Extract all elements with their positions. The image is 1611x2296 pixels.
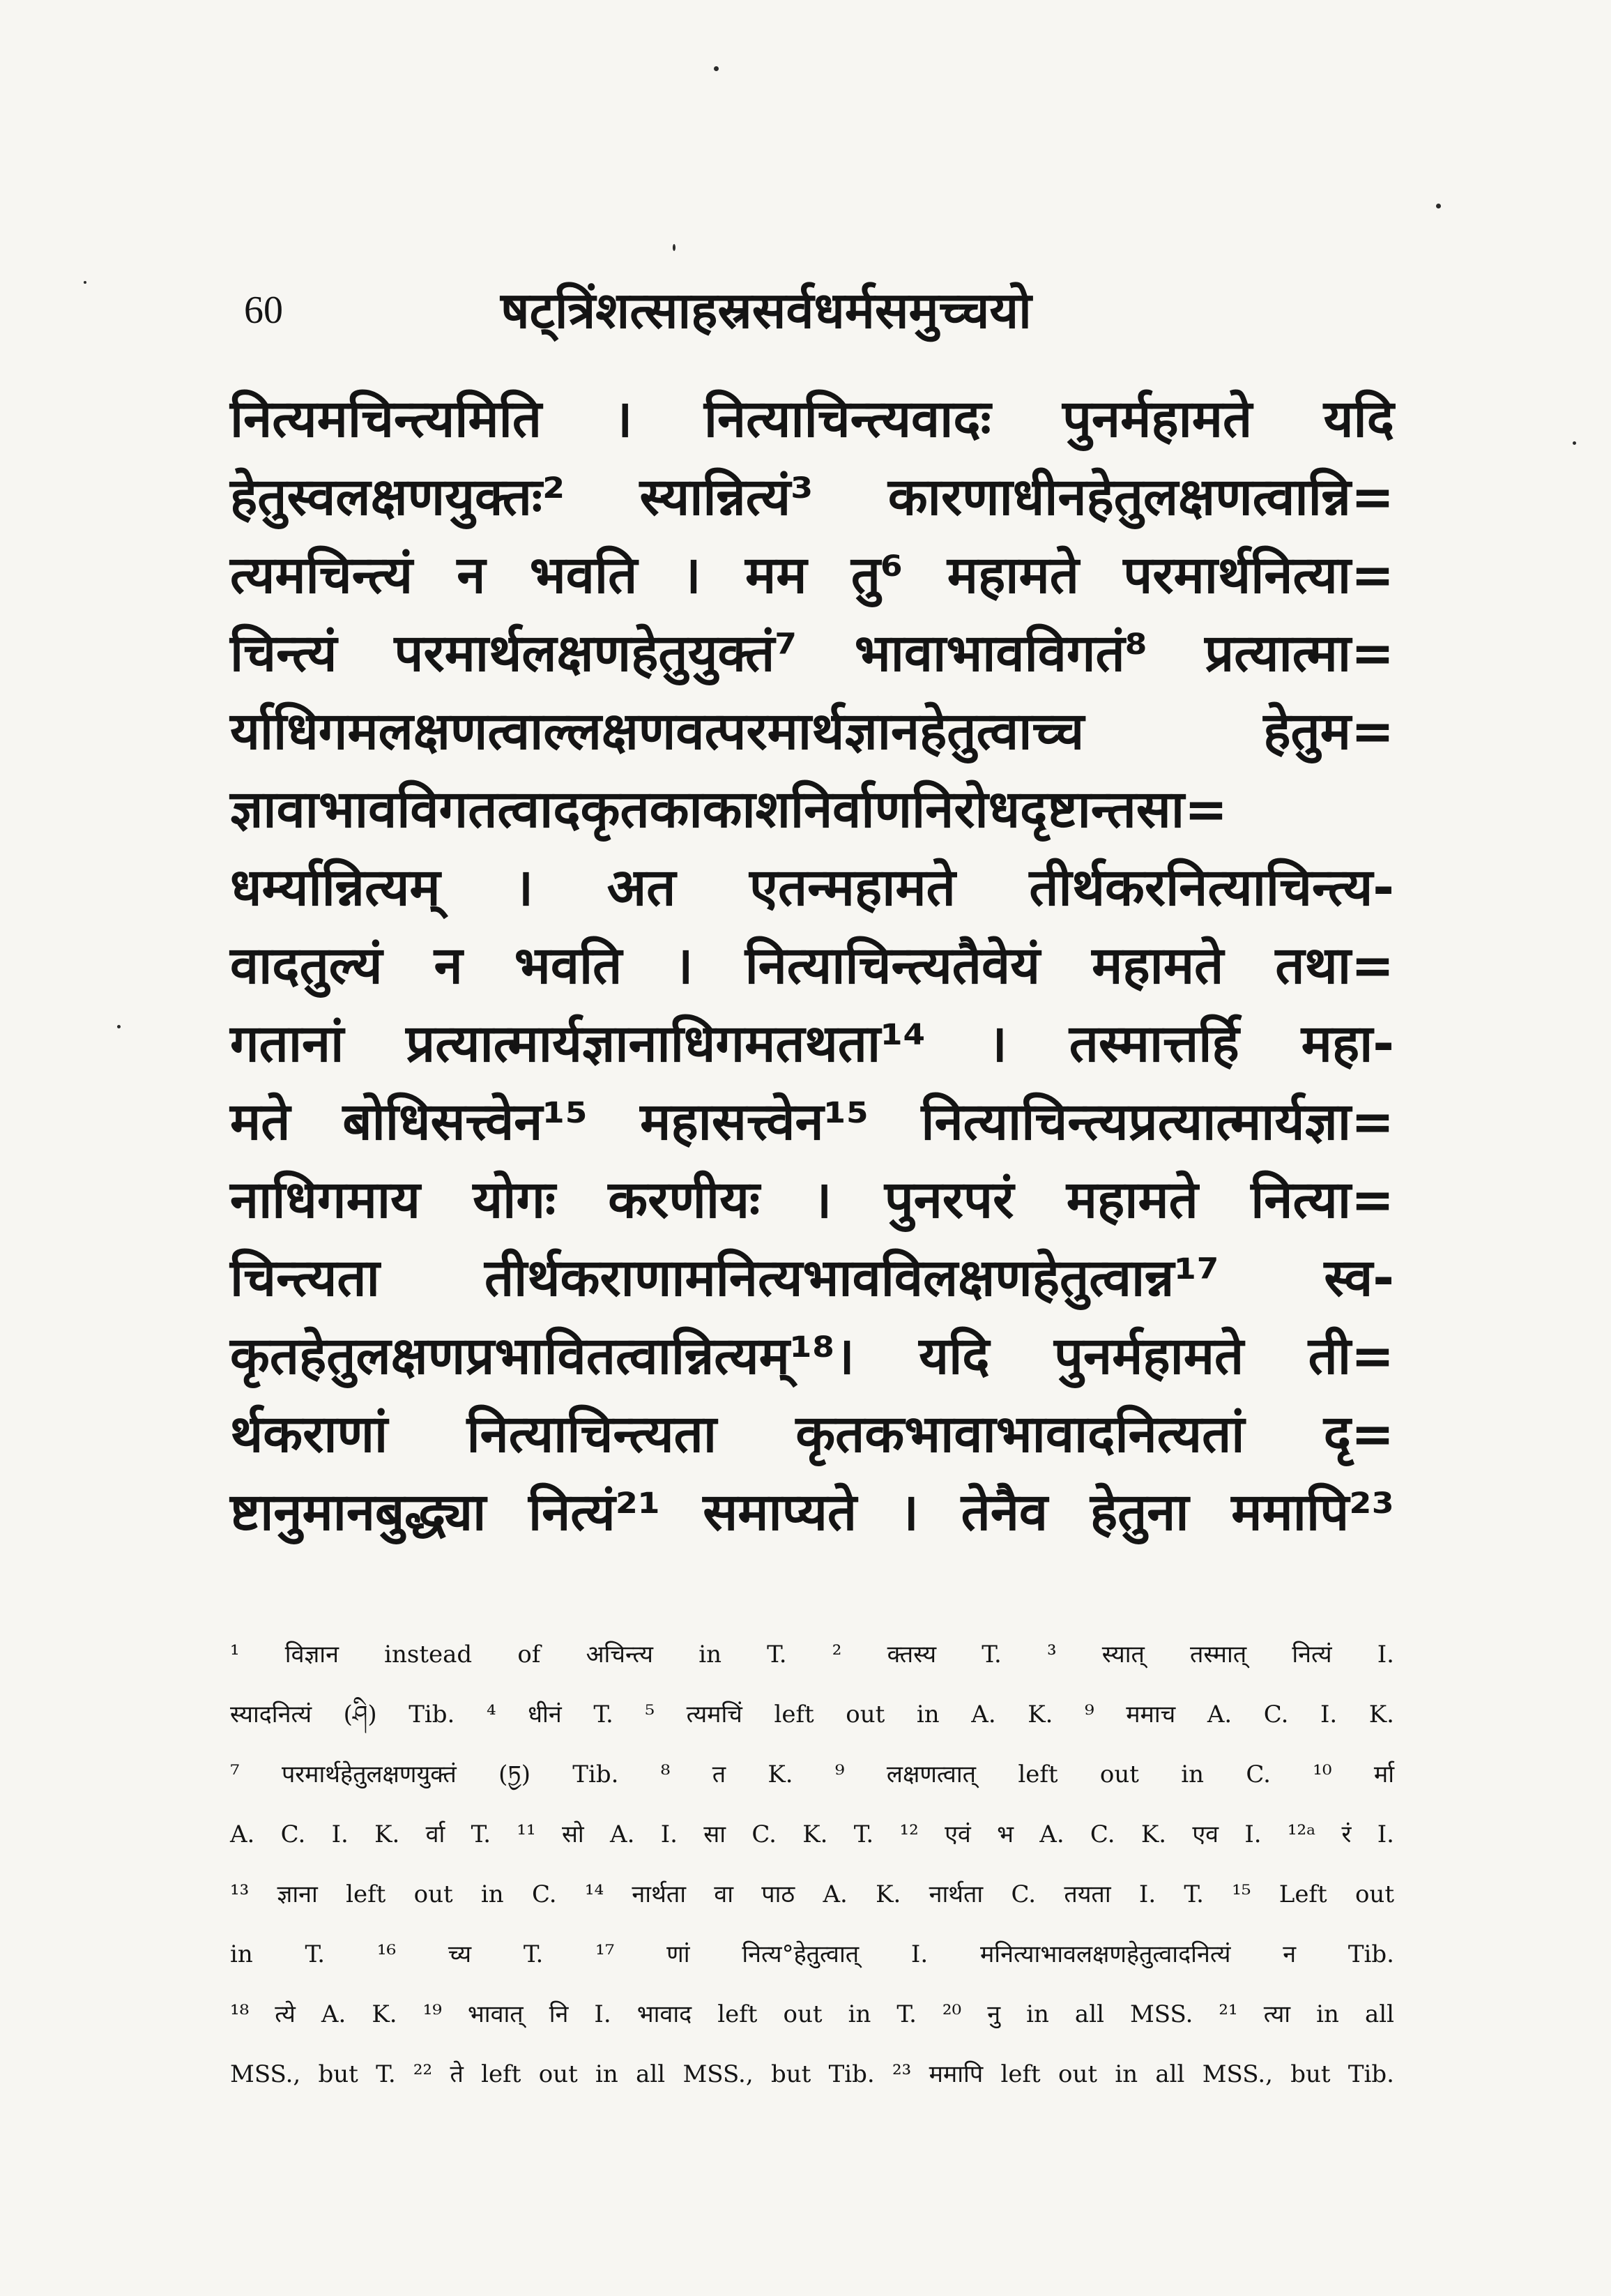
page-number: 60 xyxy=(244,289,283,332)
scan-speck xyxy=(1436,204,1441,208)
text-line: मते बोधिसत्त्वेन¹⁵ महासत्त्वेन¹⁵ नित्याचिन्त्यप्रत्यात्मार्यज्ञा= xyxy=(230,1092,1394,1152)
footnote-line: ¹⁸ त्ये A. K. ¹⁹ भावात् नि I. भावाद left out in T. ²⁰ नु in all MSS. ²¹ त्या in all xyxy=(230,2000,1394,2028)
text-line: त्यमचिन्त्यं न भवति । मम तु⁶ महामते परमार्थनित्या= xyxy=(230,545,1394,605)
text-line: कृतहेतुलक्षणप्रभावितत्वान्नित्यम्¹⁸। यदि पुनर्महामते ती= xyxy=(230,1326,1394,1386)
text-line: नित्यमचिन्त्यमिति । नित्याचिन्त्यवादः पुनर्महामते यदि xyxy=(230,389,1394,449)
text-line: र्याधिगमलक्षणत्वाल्लक्षणवत्परमार्थज्ञानहेतुत्वाच्च हेतुम= xyxy=(230,701,1394,761)
text-line: गतानां प्रत्यात्मार्यज्ञानाधिगमतथता¹⁴ । तस्मात्तर्हि महा- xyxy=(230,1014,1394,1074)
footnote-line: MSS., but T. ²² ते left out in all MSS., but Tib. ²³ ममापि left out in all MSS., but Tib. xyxy=(230,2060,1394,2088)
text-line: ज्ञावाभावविगतत्वादकृतकाकाशनिर्वाणनिरोधदृष्टान्तसा= xyxy=(230,780,1228,839)
footnotes xyxy=(230,1625,1394,2104)
text-line: धर्म्यान्नित्यम् । अत एतन्महामते तीर्थकरनित्याचिन्त्य- xyxy=(230,858,1394,918)
scan-speck xyxy=(117,1025,121,1028)
text-line: हेतुस्वलक्षणयुक्तः² स्यान्नित्यं³ कारणाधीनहेतुलक्षणत्वान्नि= xyxy=(230,467,1394,527)
text-line: र्थकराणां नित्याचिन्त्यता कृतकभावाभावादनित्यतां दृ= xyxy=(230,1404,1394,1464)
text-line: ष्टानुमानबुद्ध्या नित्यं²¹ समाप्यते । तेनैव हेतुना ममापि²³ xyxy=(230,1482,1394,1542)
scan-speck xyxy=(714,66,719,71)
text-line: वादतुल्यं न भवति । नित्याचिन्त्यतैवेयं महामते तथा= xyxy=(230,936,1394,996)
footnote-line: A. C. I. K. र्वा T. ¹¹ सो A. I. सा C. K. T. ¹² एवं भ A. C. K. एव I. ¹²ᵃ रं I. xyxy=(230,1820,1394,1848)
footnote-line: स्यादनित्यं (ཤི) Tib. ⁴ धीनं T. ⁵ त्यमचिं left out in A. K. ⁹ ममाच A. C. I. K. xyxy=(230,1701,1394,1728)
text-line: नाधिगमाय योगः करणीयः । पुनरपरं महामते नित्या= xyxy=(230,1170,1394,1230)
footnote-line: ¹ विज्ञान instead of अचिन्त्य in T. ² क्तस्य T. ³ स्यात् तस्मात् नित्यं I. xyxy=(230,1641,1394,1668)
footnote-line: ¹³ ज्ञाना left out in C. ¹⁴ नार्थता वा पाठ A. K. नार्थता C. तयता I. T. ¹⁵ Left out xyxy=(230,1880,1394,1908)
text-line: चिन्त्यता तीर्थकराणामनित्यभावविलक्षणहेतुत्वान्न¹⁷ स्व- xyxy=(230,1248,1394,1308)
scan-speck xyxy=(673,244,675,251)
page-header xyxy=(236,273,1393,350)
footnote-line: in T. ¹⁶ च्य T. ¹⁷ णां नित्य°हेतुत्वात् I. मनित्याभावलक्षणहेतुत्वादनित्यं न Tib. xyxy=(230,1940,1394,1968)
running-title: षट्त्रिंशत्साहस्रसर्वधर्मसमुच्चयो xyxy=(501,281,1032,340)
footnote-line: ⁷ परमार्थहेतुलक्षणयुक्तं (ཏྱ) Tib. ⁸ त K. ⁹ लक्षणत्वात् left out in C. ¹⁰ र्मा xyxy=(230,1761,1394,1788)
sanskrit-body-text xyxy=(230,380,1394,1551)
scan-speck xyxy=(84,281,86,284)
scan-speck xyxy=(1573,441,1576,445)
text-line: चिन्त्यं परमार्थलक्षणहेतुयुक्तं⁷ भावाभावविगतं⁸ प्रत्यात्मा= xyxy=(230,623,1394,683)
